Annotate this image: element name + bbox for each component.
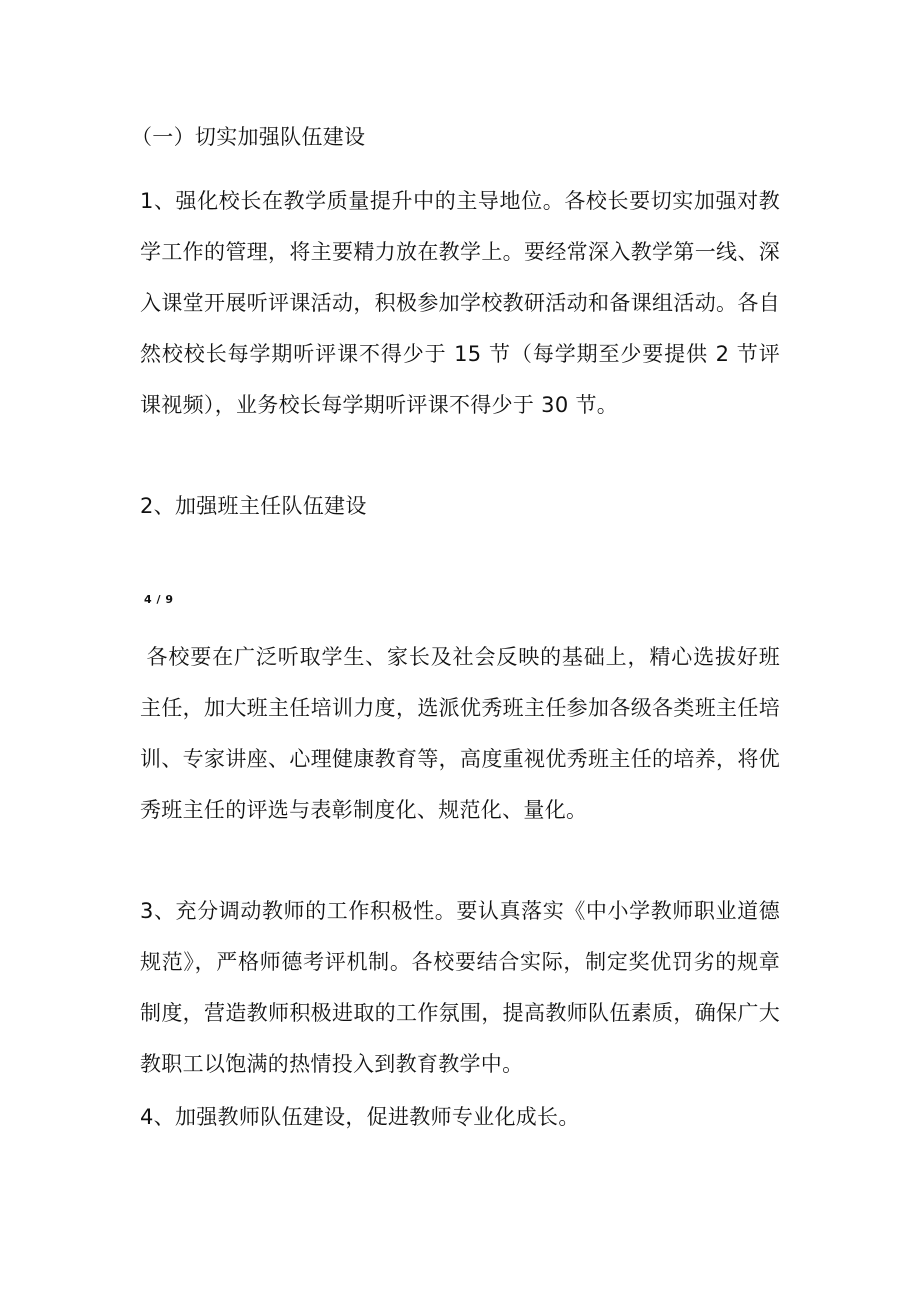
- paragraph-class-teacher-heading: 2、加强班主任队伍建设: [140, 494, 367, 518]
- section-heading: （一）切实加强队伍建设: [131, 125, 366, 149]
- paragraph-principal-role: 1、强化校长在教学质量提升中的主导地位。各校长要切实加强对教学工作的管理，将主要精力放在教学上。要经常深入教学第一线、深入课堂开展听评课活动，积极参加学校教研活动和备课组活动。各自然校校长每学期听评课不得少于 15 节（每学期至少要提供 2 节评课视频），业务校长每学期听评课不得少于 30 节。: [140, 189, 780, 417]
- page-number: 4 / 9: [144, 593, 174, 606]
- paragraph-teacher-motivation: 3、充分调动教师的工作积极性。要认真落实《中小学教师职业道德规范》，严格师德考评机制。各校要结合实际，制定奖优罚劣的规章制度，营造教师积极进取的工作氛围，提高教师队伍素质，确保广大教职工以饱满的热情投入到教育教学中。: [140, 899, 780, 1076]
- paragraph-class-teacher-text: 各校要在广泛听取学生、家长及社会反映的基础上，精心选拔好班主任，加大班主任培训力度，选派优秀班主任参加各级各类班主任培训、专家讲座、心理健康教育等，高度重视优秀班主任的培养，将优秀班主任的评选与表彰制度化、规范化、量化。: [140, 645, 780, 822]
- paragraph-teacher-development: 4、加强教师队伍建设，促进教师专业化成长。: [140, 1105, 580, 1129]
- paragraph-class-teacher-body: [140, 632, 780, 836]
